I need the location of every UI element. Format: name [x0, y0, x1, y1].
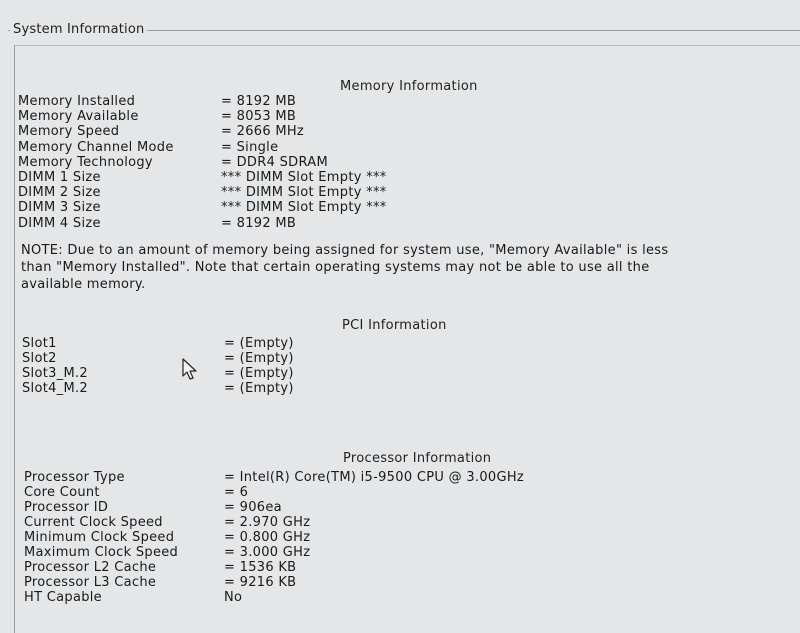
processor-info-label: Minimum Clock Speed	[24, 530, 175, 545]
processor-info-label: Maximum Clock Speed	[24, 545, 179, 560]
processor-info-value: = 906ea	[224, 500, 282, 515]
processor-info-value: = 2.970 GHz	[224, 515, 311, 530]
memory-note	[21, 242, 721, 293]
memory-info-value: = 8192 MB	[221, 215, 297, 231]
processor-info-label: Processor L3 Cache	[24, 575, 157, 590]
processor-info-row	[24, 575, 584, 590]
processor-info-row	[24, 500, 584, 515]
processor-info-row	[24, 530, 584, 545]
memory-note-line: available memory.	[21, 277, 146, 292]
pci-info-label: Slot2	[22, 351, 57, 366]
memory-info-value: = 8053 MB	[221, 109, 297, 125]
memory-info-label: DIMM 2 Size	[18, 185, 101, 201]
memory-info-value: = Single	[221, 139, 279, 155]
memory-info-label: DIMM 1 Size	[18, 170, 101, 185]
processor-info-label: Processor Type	[24, 470, 125, 485]
processor-info-label: HT Capable	[24, 590, 102, 605]
memory-info-row	[18, 200, 578, 215]
memory-info-label: Memory Available	[18, 109, 139, 125]
pci-section-title: PCI Information	[342, 318, 447, 333]
group-title: System Information	[10, 22, 147, 37]
processor-info-row	[24, 470, 584, 485]
pci-info-row	[22, 351, 582, 366]
processor-info-label: Current Clock Speed	[24, 515, 163, 530]
pci-info-value: = (Empty)	[224, 366, 294, 381]
memory-info-row	[18, 109, 578, 124]
memory-info-label: Memory Speed	[18, 124, 120, 140]
memory-info-label: Memory Installed	[18, 94, 136, 109]
processor-info-value: = 0.800 GHz	[224, 530, 311, 545]
processor-info-label: Processor ID	[24, 500, 109, 515]
memory-info-value: = 8192 MB	[221, 94, 297, 109]
pci-info-row	[22, 366, 582, 381]
memory-info-row	[18, 124, 578, 139]
memory-info-label: Memory Technology	[18, 154, 153, 170]
memory-info-row	[18, 170, 578, 185]
processor-info-row	[24, 590, 584, 605]
memory-info-value: = 2666 MHz	[221, 124, 305, 140]
memory-info-value: *** DIMM Slot Empty ***	[221, 200, 387, 216]
memory-info-label: DIMM 4 Size	[18, 215, 101, 231]
pci-info-label: Slot4_M.2	[22, 381, 89, 396]
pci-info-value: = (Empty)	[224, 351, 294, 366]
pci-info-row	[22, 336, 582, 351]
processor-section-title: Processor Information	[343, 451, 492, 466]
memory-info-label: DIMM 3 Size	[18, 200, 101, 216]
memory-info-value: *** DIMM Slot Empty ***	[221, 170, 387, 185]
pci-info-value: = (Empty)	[224, 381, 294, 396]
mouse-pointer-icon	[181, 358, 201, 382]
processor-info-value: No	[224, 590, 243, 605]
memory-info-row	[18, 216, 578, 231]
memory-info-value: = DDR4 SDRAM	[221, 154, 328, 170]
memory-info-row	[18, 94, 578, 109]
memory-info-label: Memory Channel Mode	[18, 139, 174, 155]
memory-info-row	[18, 140, 578, 155]
pci-info-label: Slot3_M.2	[22, 366, 89, 381]
processor-info-label: Processor L2 Cache	[24, 560, 157, 575]
processor-info-value: = Intel(R) Core(TM) i5-9500 CPU @ 3.00GHz	[224, 470, 525, 485]
pci-info-row	[22, 381, 582, 396]
processor-info-row	[24, 545, 584, 560]
processor-info-row	[24, 560, 584, 575]
processor-info-label: Core Count	[24, 485, 100, 500]
pci-info-label: Slot1	[22, 336, 57, 351]
processor-info-value: = 1536 KB	[224, 560, 297, 575]
memory-note-line: NOTE: Due to an amount of memory being assigned for system use, "Memory Available" is less	[21, 243, 669, 258]
memory-info-value: *** DIMM Slot Empty ***	[221, 185, 387, 201]
memory-section-title: Memory Information	[340, 79, 478, 94]
memory-info-row	[18, 185, 578, 200]
processor-info-value: = 9216 KB	[224, 575, 297, 590]
memory-info-row	[18, 155, 578, 170]
processor-info-row	[24, 485, 584, 500]
processor-info-row	[24, 515, 584, 530]
pci-info-value: = (Empty)	[224, 336, 294, 351]
memory-note-line: than "Memory Installed". Note that certain operating systems may not be able to use all the	[21, 260, 650, 275]
processor-info-value: = 6	[224, 485, 249, 500]
processor-info-value: = 3.000 GHz	[224, 545, 311, 560]
